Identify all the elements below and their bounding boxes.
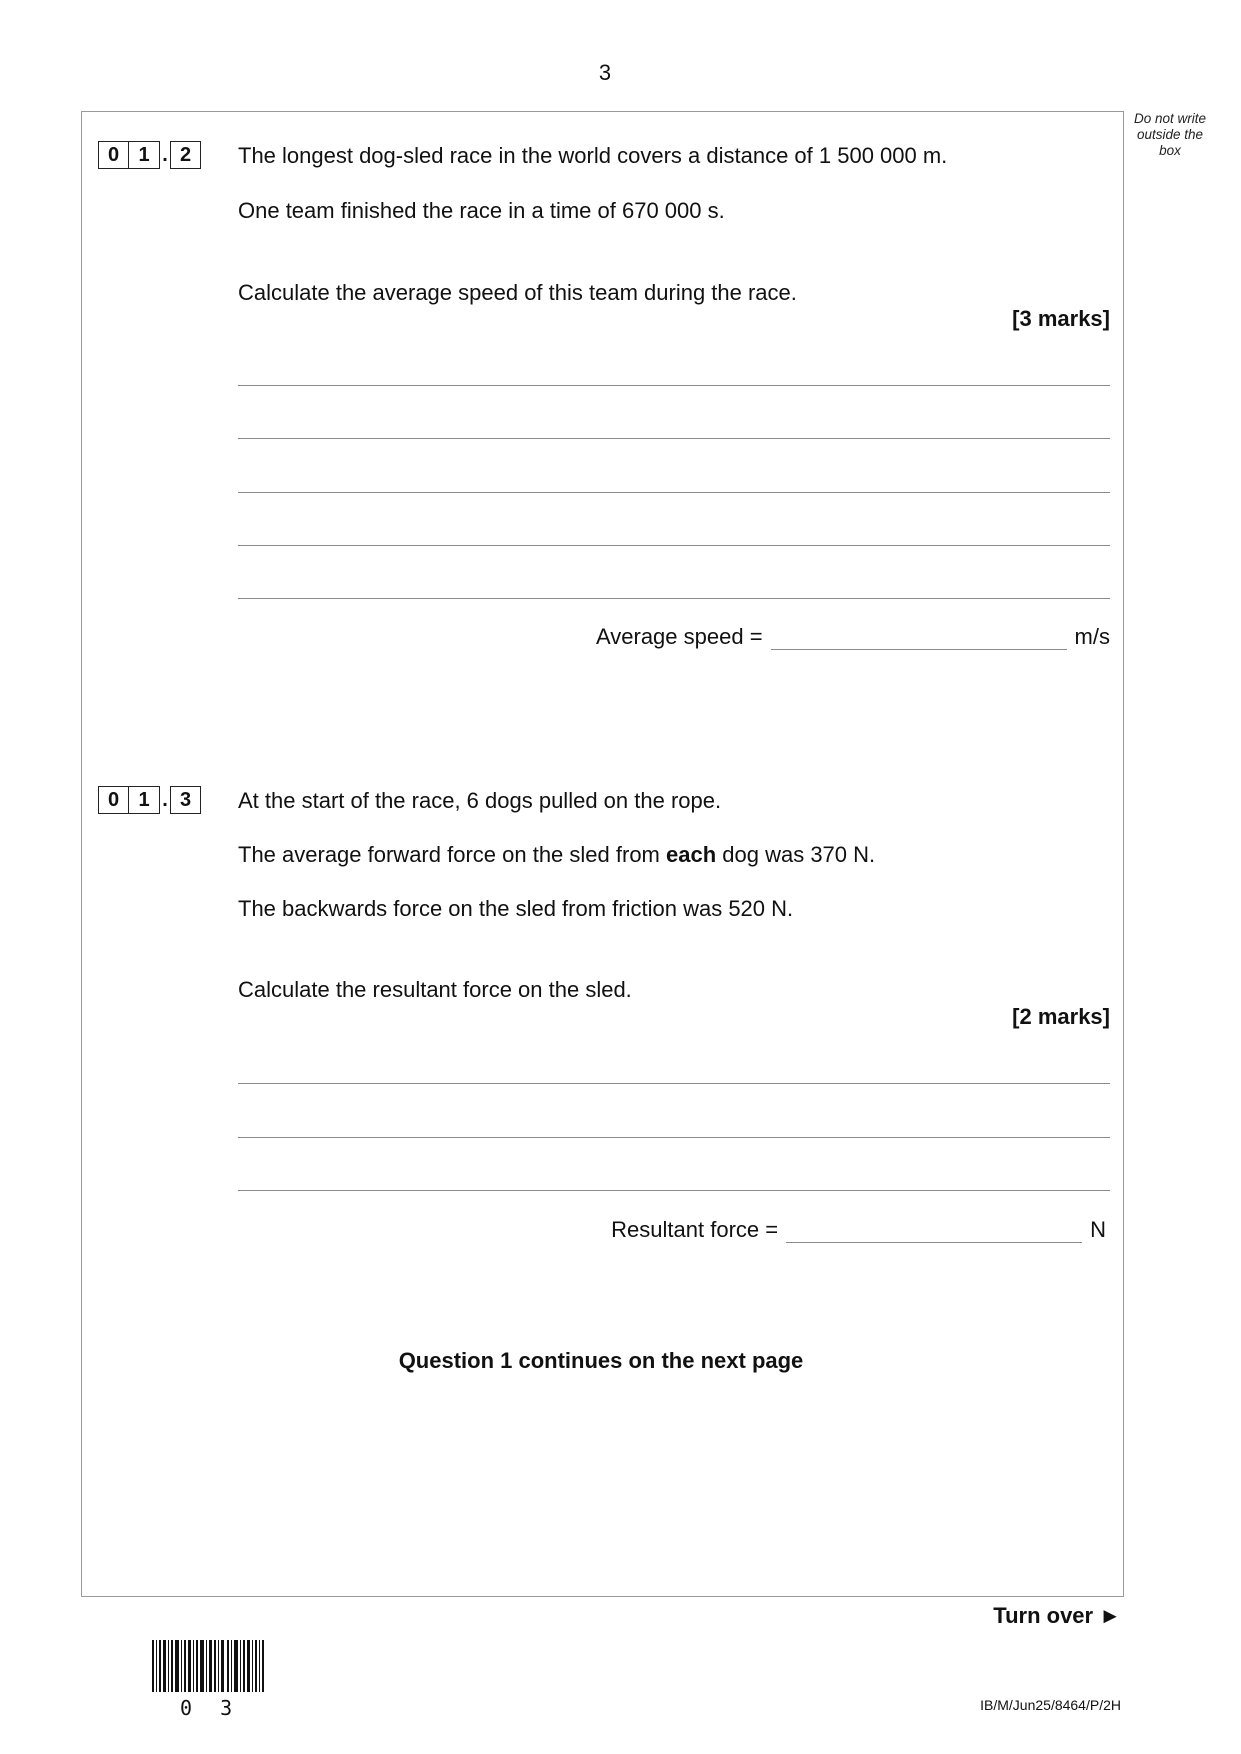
answer-field[interactable] [771, 625, 1067, 650]
marks-label: [3 marks] [1012, 306, 1110, 331]
working-line[interactable] [238, 1137, 1110, 1138]
question-number-01-2 [98, 140, 201, 170]
turn-over-label: Turn over ► [993, 1603, 1121, 1628]
working-line[interactable] [238, 1083, 1110, 1084]
working-line[interactable] [238, 492, 1110, 493]
question-digit: 3 [170, 786, 201, 814]
working-line[interactable] [238, 385, 1110, 386]
answer-row [611, 1217, 1106, 1243]
question-text: At the start of the race, 6 dogs pulled on the rope. [238, 788, 722, 813]
question-digit: 0 [98, 141, 129, 169]
paper-reference: IB/M/Jun25/8464/P/2H [980, 1697, 1121, 1713]
question-digit: 2 [170, 141, 201, 169]
question-digit: 1 [129, 786, 160, 814]
question-prompt: Calculate the resultant force on the sled. [238, 977, 632, 1002]
page-number: 3 [598, 60, 612, 85]
question-text: The longest dog-sled race in the world covers a distance of 1 500 000 m. [238, 143, 948, 168]
marks-label: [2 marks] [1012, 1004, 1110, 1029]
answer-row [596, 624, 1110, 650]
answer-unit: N [1090, 1217, 1106, 1242]
answer-label: Resultant force = [611, 1217, 779, 1242]
barcode-label: 0 3 [180, 1696, 241, 1720]
question-number-01-3 [98, 785, 201, 815]
margin-note: Do not write outside the box [1133, 111, 1207, 158]
question-text: The average forward force on the sled from each dog was 370 N. [238, 842, 876, 867]
question-prompt: Calculate the average speed of this team during the race. [238, 280, 797, 305]
working-line[interactable] [238, 1190, 1110, 1191]
working-line[interactable] [238, 598, 1110, 599]
question-dot: . [162, 143, 168, 166]
continue-note: Question 1 continues on the next page [398, 1348, 804, 1373]
answer-unit: m/s [1074, 624, 1110, 649]
answer-label: Average speed = [595, 624, 763, 649]
question-text: The backwards force on the sled from friction was 520 N. [238, 896, 794, 921]
working-line[interactable] [238, 545, 1110, 546]
question-text: One team finished the race in a time of 670 000 s. [238, 198, 725, 223]
question-digit: 0 [98, 786, 129, 814]
question-dot: . [162, 788, 168, 811]
working-line[interactable] [238, 438, 1110, 439]
barcode-icon [152, 1640, 264, 1692]
answer-field[interactable] [786, 1218, 1082, 1243]
question-digit: 1 [129, 141, 160, 169]
